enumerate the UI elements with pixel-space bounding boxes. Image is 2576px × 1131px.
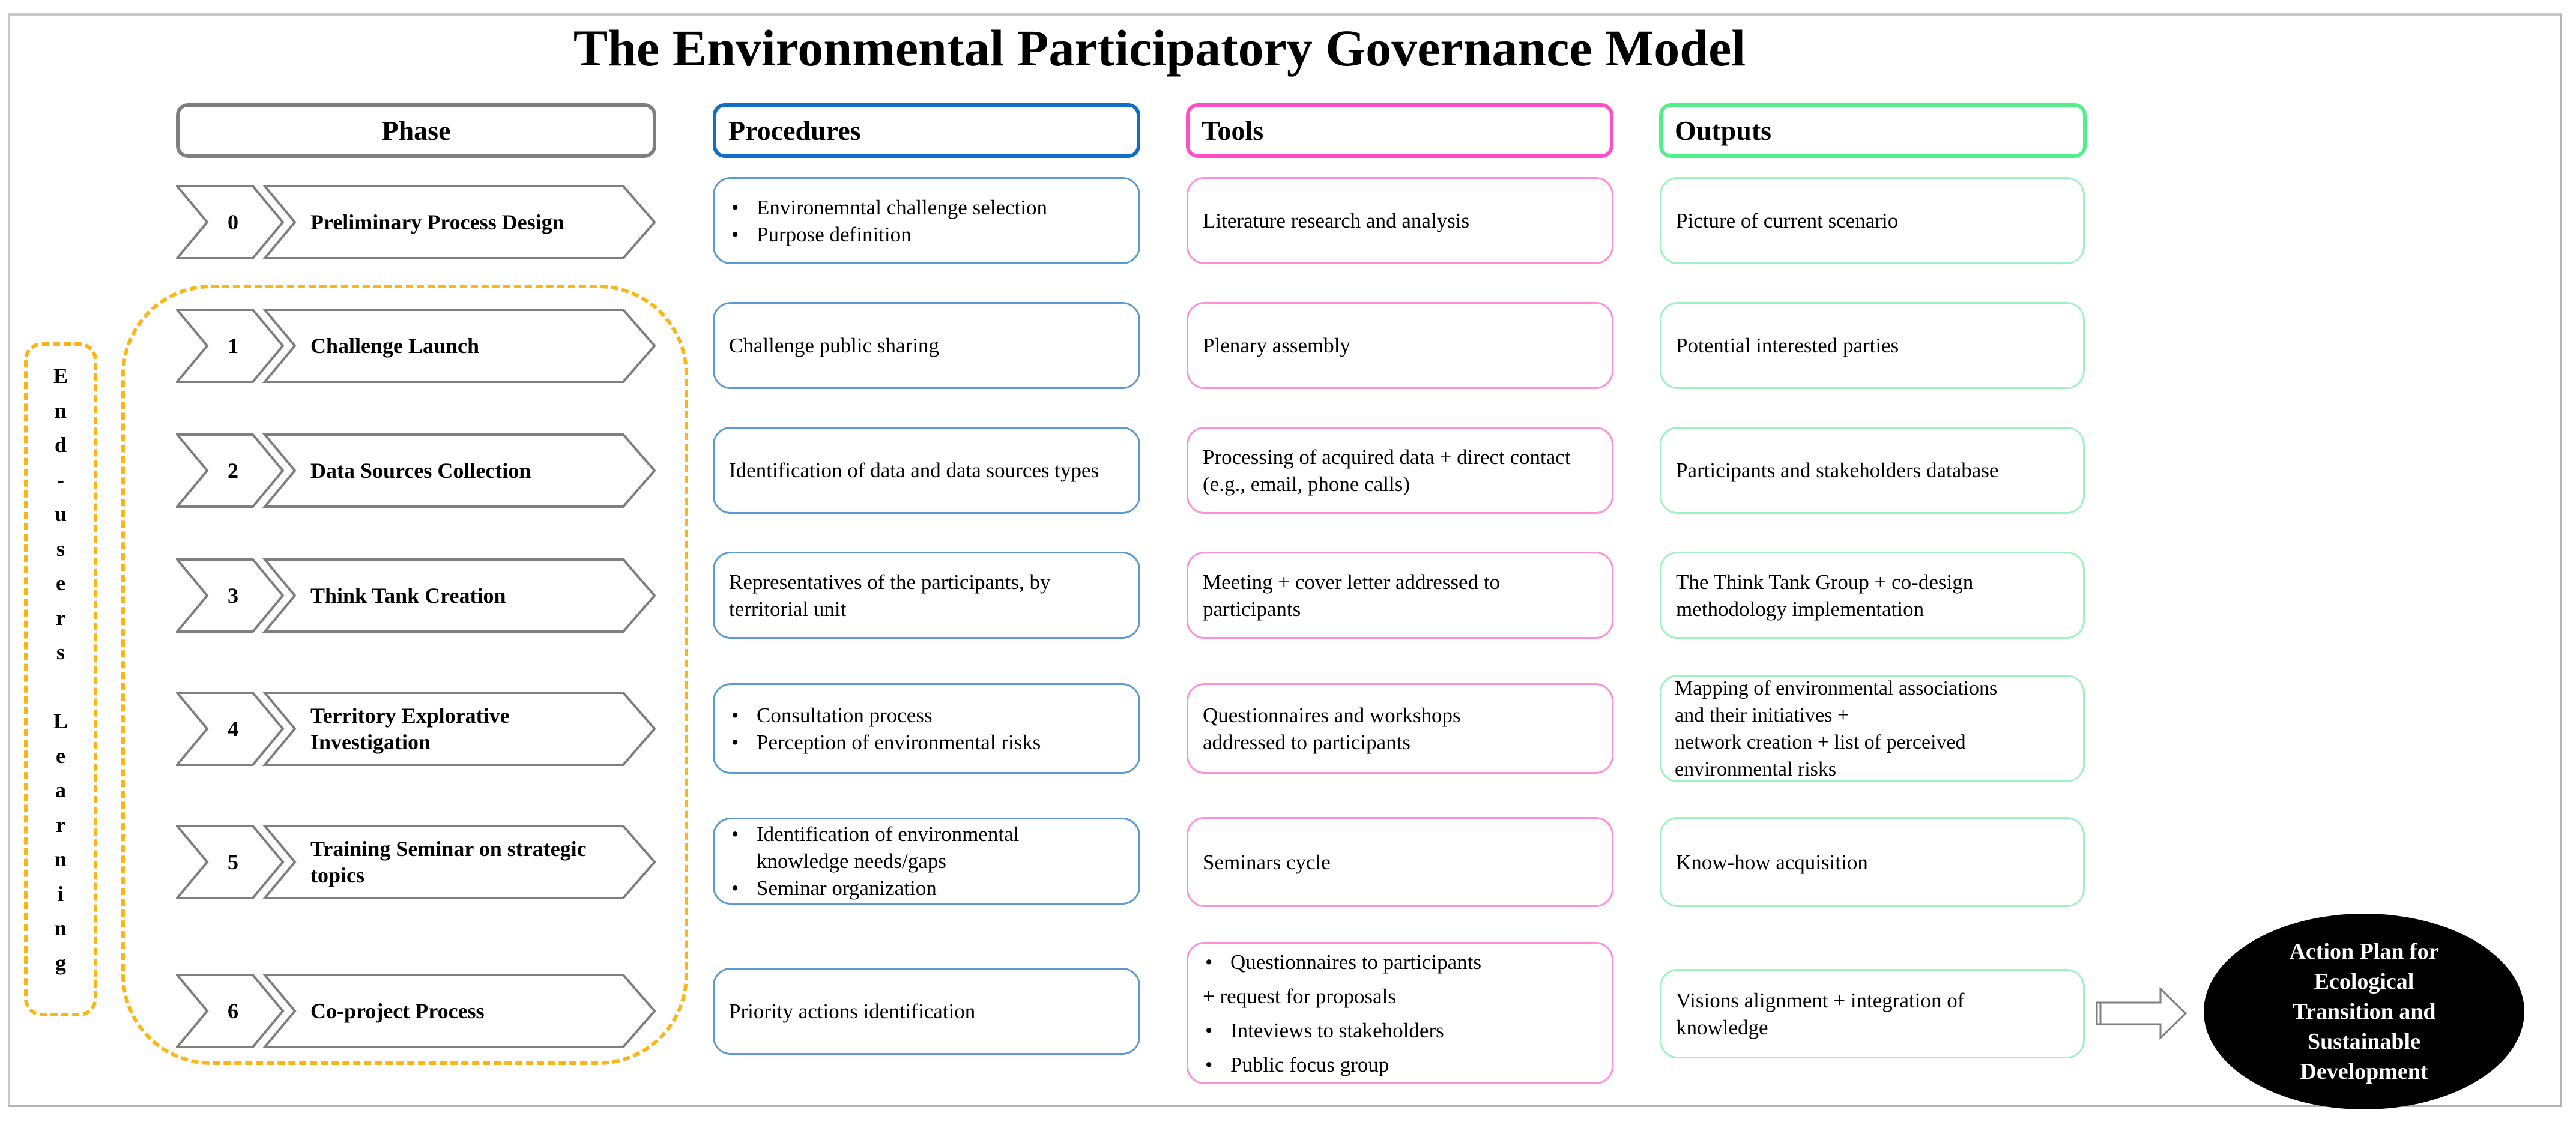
phase-row-5 <box>176 825 656 899</box>
header-tools: Tools <box>1186 103 1613 158</box>
phase-name: Data Sources Collection <box>310 459 531 483</box>
cell-text: Mapping of environmental associations and their initiatives + <box>1675 677 1998 726</box>
phase-row-0 <box>176 185 656 259</box>
diagram-title: The Environmental Participatory Governance Model <box>573 19 1746 77</box>
cell-text: Know-how acquisition <box>1676 850 1868 874</box>
bullet-continuation: + request for proposals <box>1203 984 1397 1008</box>
tools-cell-6 <box>1187 942 1613 1084</box>
bullet-item: • Seminar organization <box>729 875 1126 902</box>
phase-row-1 <box>176 309 656 383</box>
procedures-cell-1 <box>713 302 1140 389</box>
cell-text: network creation + list of perceived environmental risks <box>1675 731 1966 780</box>
outputs-cell-5 <box>1660 817 2085 907</box>
end-users-learning-label: E n d - u s e r s L e a r n i n g <box>53 364 68 975</box>
procedures-cell-4 <box>713 683 1140 774</box>
cell-text: Picture of current scenario <box>1676 209 1899 232</box>
learning-loop-group <box>121 285 688 1065</box>
phase-row-3 <box>176 558 656 633</box>
phase-row-6 <box>176 974 656 1048</box>
tools-cell-4 <box>1187 683 1613 774</box>
outcome-line: Development <box>2300 1059 2428 1084</box>
phase-row-4 <box>176 692 656 766</box>
bullet-item: • Public focus group <box>1203 1048 1600 1082</box>
procedures-cell-6 <box>713 968 1140 1055</box>
cell-text: Questionnaires and workshops addressed to participants <box>1203 703 1461 754</box>
phase-name: Territory Explorative Investigation <box>310 704 510 754</box>
phase-number: 5 <box>228 850 238 874</box>
cell-text: Representatives of the participants, by territorial unit <box>729 570 1051 621</box>
phase-name: Challenge Launch <box>310 334 480 358</box>
outputs-cell-2 <box>1660 427 2085 514</box>
procedures-cell-2 <box>713 427 1140 514</box>
cell-text: Visions alignment + integration of knowledge <box>1676 988 1965 1039</box>
outcome-line: Ecological <box>2314 969 2414 994</box>
cell-text: Processing of acquired data + direct contact (e.g., email, phone calls) <box>1203 445 1571 496</box>
outcome-line: Sustainable <box>2308 1029 2420 1054</box>
bullet-item: • Identification of environmental knowledge needs/gaps <box>729 821 1126 875</box>
bullet-item: • Perception of environmental risks <box>729 729 1126 756</box>
cell-text: Identification of data and data sources types <box>729 459 1099 482</box>
outputs-cell-6 <box>1660 969 2085 1058</box>
bullet-item: • Inteviews to stakeholders <box>1203 1013 1600 1048</box>
cell-text: Meeting + cover letter addressed to participants <box>1203 570 1500 621</box>
bullet-item: • Purpose definition <box>729 221 1126 248</box>
right-arrow-icon <box>2094 987 2188 1043</box>
cell-text: Seminars cycle <box>1203 850 1331 874</box>
header-procedures: Procedures <box>713 103 1140 158</box>
bullet-item: • Consultation process <box>729 702 1126 729</box>
procedures-cell-5 <box>713 818 1140 905</box>
phase-number: 6 <box>228 999 238 1023</box>
tools-cell-1 <box>1187 302 1613 389</box>
outcome-line: Transition and <box>2292 999 2436 1024</box>
procedures-cell-0 <box>713 177 1140 264</box>
tools-cell-0 <box>1187 177 1613 264</box>
cell-text: Priority actions identification <box>729 1000 976 1023</box>
cell-text: Challenge public sharing <box>729 334 939 357</box>
outputs-cell-0 <box>1660 177 2085 264</box>
phase-name: Preliminary Process Design <box>310 210 564 234</box>
phase-number: 3 <box>228 584 238 608</box>
phase-number: 2 <box>228 459 238 483</box>
outputs-cell-3 <box>1660 552 2085 639</box>
phase-name: Training Seminar on strategic topics <box>310 837 587 887</box>
cell-text: Participants and stakeholders database <box>1676 459 1999 482</box>
header-outputs: Outputs <box>1659 103 2087 158</box>
phase-name: Think Tank Creation <box>310 584 506 608</box>
bullet-item: • Environemntal challenge selection <box>729 194 1126 221</box>
bullet-item: • Questionnaires to participants <box>1203 945 1600 979</box>
outputs-cell-1 <box>1660 302 2085 389</box>
tools-cell-3 <box>1187 552 1613 639</box>
cell-text: Plenary assembly <box>1203 334 1350 357</box>
outputs-cell-4 <box>1660 675 2085 782</box>
cell-text: Literature research and analysis <box>1203 209 1470 232</box>
phase-number: 4 <box>228 717 238 741</box>
action-plan-outcome <box>2204 914 2524 1109</box>
procedures-cell-3 <box>713 552 1140 639</box>
phase-number: 1 <box>228 334 238 358</box>
header-phase: Phase <box>176 103 656 158</box>
cell-text: Potential interested parties <box>1676 334 1899 357</box>
cell-text: The Think Tank Group + co-design methodology implementation <box>1676 570 1974 621</box>
outcome-line: Action Plan for <box>2289 939 2439 964</box>
phase-number: 0 <box>228 210 238 234</box>
phase-row-2 <box>176 433 656 508</box>
tools-cell-2 <box>1187 427 1613 514</box>
phase-name: Co-project Process <box>310 999 485 1023</box>
tools-cell-5 <box>1187 817 1613 907</box>
